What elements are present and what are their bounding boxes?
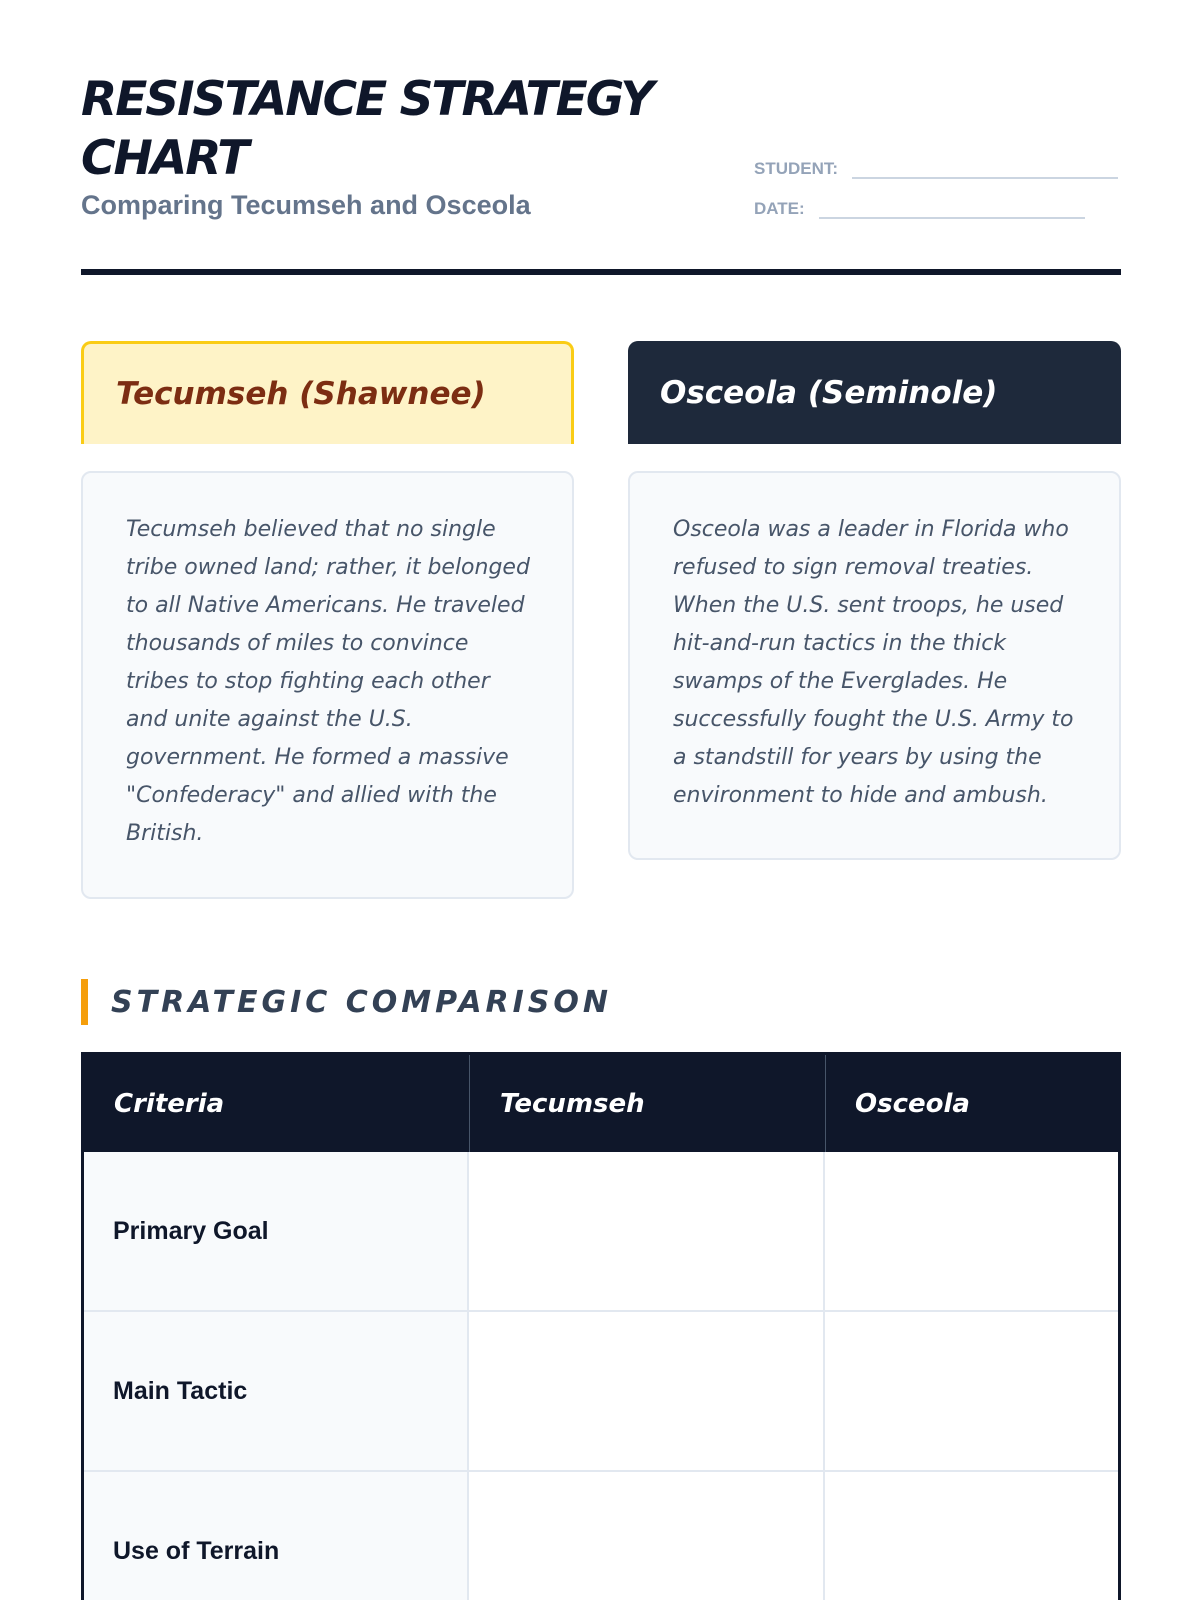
date-field	[754, 199, 1085, 219]
comparison-table	[81, 1052, 1121, 1600]
tecumseh-answer-cell[interactable]	[469, 1312, 825, 1470]
tecumseh-answer-cell[interactable]	[469, 1152, 825, 1310]
tecumseh-card-title: Tecumseh (Shawnee)	[81, 341, 574, 444]
column-header-criteria: Criteria	[114, 1088, 225, 1119]
osceola-card-text: Osceola was a leader in Florida who refused to sign removal treaties. When the U.S. sent troops, he used hit-and-run tactics in the thick swamps of the Everglades. He successfully fought the U.S. Army to a standstill for years by using the environment to hide and ambush.	[628, 471, 1121, 860]
osceola-answer-cell[interactable]	[825, 1152, 1118, 1310]
criteria-cell: Use of Terrain	[84, 1472, 469, 1600]
criteria-cell: Main Tactic	[84, 1312, 469, 1470]
worksheet-header	[81, 70, 1121, 275]
student-field	[754, 159, 1118, 179]
page-title: RESISTANCE STRATEGY CHART	[81, 72, 653, 186]
date-line[interactable]	[819, 199, 1085, 219]
table-row	[84, 1312, 1118, 1472]
date-label: DATE:	[754, 199, 805, 218]
table-header	[84, 1055, 1118, 1152]
page-subtitle: Comparing Tecumseh and Osceola	[81, 190, 531, 220]
table-row	[84, 1152, 1118, 1312]
osceola-answer-cell[interactable]	[825, 1472, 1118, 1600]
column-header-osceola: Osceola	[855, 1088, 970, 1119]
header-divider	[825, 1055, 826, 1152]
tecumseh-answer-cell[interactable]	[469, 1472, 825, 1600]
header-divider	[469, 1055, 470, 1152]
table-row	[84, 1472, 1118, 1600]
osceola-answer-cell[interactable]	[825, 1312, 1118, 1470]
tecumseh-card-text: Tecumseh believed that no single tribe owned land; rather, it belonged to all Native Americans. He traveled thousands of miles to convince tribes to stop fighting each other and unite against the U.S. government. He formed a massive "Confederacy" and allied with the British.	[81, 471, 574, 899]
section-title: STRATEGIC COMPARISON	[81, 979, 612, 1025]
criteria-cell: Primary Goal	[84, 1152, 469, 1310]
column-header-tecumseh: Tecumseh	[500, 1088, 645, 1119]
osceola-card-title: Osceola (Seminole)	[628, 341, 1121, 444]
student-name-line[interactable]	[852, 159, 1118, 179]
student-label: STUDENT:	[754, 159, 839, 178]
